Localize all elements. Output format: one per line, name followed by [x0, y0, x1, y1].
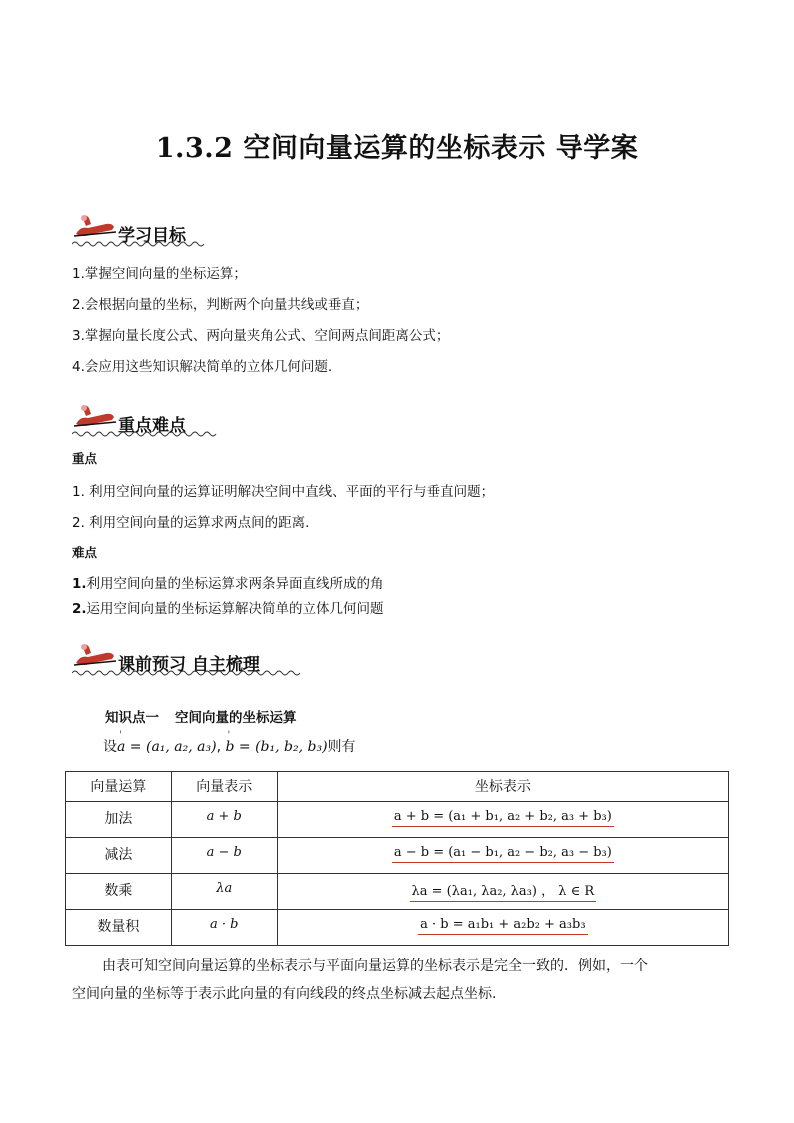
item-number: 2. [72, 601, 87, 617]
operation-name: 数乘 [66, 874, 172, 910]
item-text: 利用空间向量的坐标运算求两条异面直线所成的角 [86, 576, 384, 592]
knowledge-point-title: 空间向量的坐标运算 [175, 710, 297, 726]
set-prefix: 设 [103, 739, 117, 755]
coordinate-notation [277, 838, 728, 874]
key-label: 重点 [72, 451, 98, 466]
section-objectives [72, 212, 332, 246]
key-item: 2. 利用空间向量的运算求两点间的距离. [72, 515, 310, 531]
vector-b-definition: ' b = (b₁, b₂, b₃) [226, 739, 328, 755]
coordinate-notation [277, 874, 728, 910]
operation-name: 数量积 [66, 910, 172, 946]
table-row [66, 910, 729, 946]
operation-name: 减法 [66, 838, 172, 874]
vector-a-definition: ' a = (a₁, a₂, a₃) [117, 739, 217, 755]
set-suffix: 则有 [327, 739, 356, 755]
item-number: 1. [72, 576, 87, 592]
vector-definition [103, 736, 356, 756]
coordinate-formula: a − b = (a₁ − b₁, a₂ − b₂, a₃ − b₃) [392, 845, 614, 863]
knowledge-point-heading [105, 706, 297, 726]
coordinate-notation [277, 910, 728, 946]
vector-notation [171, 874, 277, 910]
vector-expression: λa [216, 881, 233, 896]
table-row [66, 838, 729, 874]
difficult-item [72, 572, 384, 592]
objective-item: 2.会根据向量的坐标，判断两个向量共线或垂直； [72, 297, 369, 313]
section-heading: 学习目标 [118, 226, 186, 246]
vector-operations-table [65, 771, 729, 946]
vector-notation [171, 802, 277, 838]
item-text: 运用空间向量的坐标运算解决简单的立体几何问题 [86, 601, 384, 617]
table-row [66, 802, 729, 838]
objective-item: 4.会应用这些知识解决简单的立体几何问题. [72, 359, 333, 375]
table-header-row [66, 772, 729, 802]
pen-hand-icon [72, 641, 118, 671]
pen-hand-icon [72, 402, 118, 432]
separator: , [216, 739, 226, 755]
table-header: 向量运算 [66, 772, 172, 802]
wavy-underline [72, 240, 207, 248]
difficult-item [72, 597, 384, 617]
objective-item: 1.掌握空间向量的坐标运算； [72, 266, 247, 282]
table-header: 向量表示 [171, 772, 277, 802]
coordinate-formula: a + b = (a₁ + b₁, a₂ + b₂, a₃ + b₃) [392, 809, 614, 827]
coordinate-formula: λa = (λa₁, λa₂, λa₃) ， λ ∈ R [410, 880, 597, 902]
difficult-label: 难点 [72, 545, 98, 560]
section-heading: 重点难点 [118, 416, 186, 436]
wavy-underline [72, 669, 304, 677]
document-title: 1.3.2 空间向量运算的坐标表示 导学案 [155, 133, 639, 164]
paragraph-line: 由表可知空间向量运算的坐标表示与平面向量运算的坐标表示是完全一致的．例如，一个 [102, 958, 648, 974]
vector-expression: a + b [206, 809, 242, 824]
section-key-points [72, 402, 332, 436]
vector-expression: a · b [210, 917, 239, 932]
table-row [66, 874, 729, 910]
pen-hand-icon [72, 212, 118, 242]
section-heading: 课前预习 自主梳理 [118, 655, 260, 675]
knowledge-point-label: 知识点一 [105, 710, 159, 726]
explanation-paragraph [72, 952, 732, 1008]
vector-notation [171, 838, 277, 874]
vector-notation [171, 910, 277, 946]
operation-name: 加法 [66, 802, 172, 838]
coordinate-notation [277, 802, 728, 838]
wavy-underline [72, 430, 217, 438]
table-header: 坐标表示 [277, 772, 728, 802]
coordinate-formula: a · b = a₁b₁ + a₂b₂ + a₃b₃ [418, 917, 587, 935]
section-preview [72, 641, 372, 675]
paragraph-line: 空间向量的坐标等于表示此向量的有向线段的终点坐标减去起点坐标. [72, 986, 497, 1002]
vector-expression: a − b [206, 845, 242, 860]
objective-item: 3.掌握向量长度公式、两向量夹角公式、空间两点间距离公式； [72, 328, 450, 344]
key-item: 1. 利用空间向量的运算证明解决空间中直线、平面的平行与垂直问题； [72, 484, 495, 500]
